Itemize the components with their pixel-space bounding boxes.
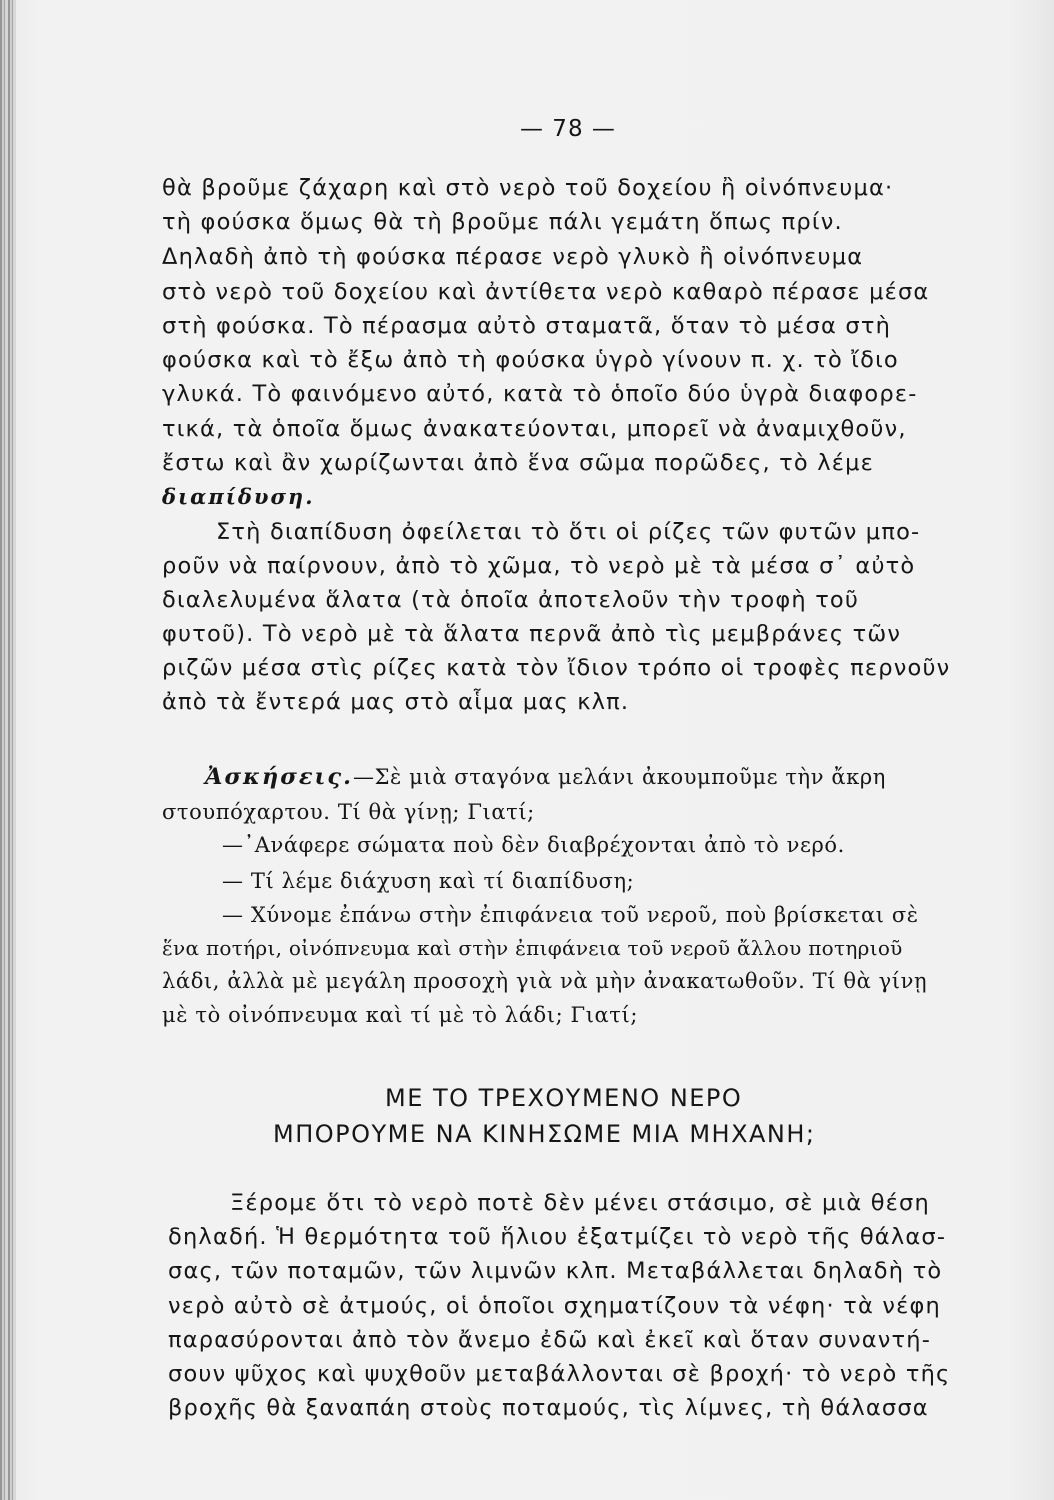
text-line: παρασύρονται ἀπὸ τὸν ἄνεμο ἐδῶ καὶ ἐκεῖ καὶ ὅταν συναντή- <box>168 1327 932 1353</box>
text-line: ἔστω καὶ ἂν χωρίζωνται ἀπὸ ἕνα σῶμα πορῶδες, τὸ λέμε <box>162 450 874 476</box>
text-line: γλυκά. Τὸ φαινόμενο αὐτό, κατὰ τὸ ὁποῖο δύο ὑγρὰ διαφορε- <box>162 381 918 407</box>
page-number: — 78 — <box>520 116 616 142</box>
exercises-label: Ἀσκήσεις. <box>205 764 353 790</box>
text-line: ἀπὸ τὰ ἔντερά μας στὸ αἷμα μας κλπ. <box>162 689 630 715</box>
exercise-line: —᾿Ανάφερε σώματα ποὺ δὲν διαβρέχονται ἀπὸ τὸ νερό. <box>222 833 845 857</box>
exercise-line: στουπόχαρτου. Τί θὰ γίνῃ; Γιατί; <box>162 800 535 824</box>
text-line: θὰ βροῦμε ζάχαρη καὶ στὸ νερὸ τοῦ δοχείου ἢ οἰνόπνευμα· <box>162 175 894 201</box>
text-line: Ξέρομε ὅτι τὸ νερὸ ποτὲ δὲν μένει στάσιμο, σὲ μιὰ θέση <box>230 1190 930 1216</box>
text-line: νερὸ αὐτὸ σὲ ἀτμούς, οἱ ὁποῖοι σχηματίζουν τὰ νέφη· τὰ νέφη <box>168 1293 941 1319</box>
text-line: Δηλαδὴ ἀπὸ τὴ φούσκα πέρασε νερὸ γλυκὸ ἢ οἰνόπνευμα <box>162 244 864 270</box>
exercise-line <box>205 764 886 790</box>
text-line: ριζῶν μέσα στὶς ρίζες κατὰ τὸν ἴδιον τρόπο οἱ τροφὲς περνοῦν <box>162 655 951 681</box>
exercise-line: ἕνα ποτήρι, οἰνόπνευμα καὶ στὴν ἐπιφάνεια τοῦ νεροῦ ἄλλου ποτηριοῦ <box>162 936 903 960</box>
text-line: σας, τῶν ποταμῶν, τῶν λιμνῶν κλπ. Μεταβάλλεται δηλαδὴ τὸ <box>168 1258 943 1284</box>
section-heading-line-2: ΜΠΟΡΟΥΜΕ ΝΑ ΚΙΝΗΣΩΜΕ ΜΙΑ ΜΗΧΑΝΗ; <box>273 1120 816 1148</box>
text-line: Στὴ διαπίδυση ὀφείλεται τὸ ὅτι οἱ ρίζες τῶν φυτῶν μπο- <box>216 519 921 545</box>
exercise-line: — Τί λέμε διάχυση καὶ τί διαπίδυση; <box>222 869 635 893</box>
book-spine-edge <box>0 0 16 1500</box>
text-line: διαλελυμένα ἅλατα (τὰ ὁποῖα ἀποτελοῦν τὴν τροφὴ τοῦ <box>162 587 860 613</box>
text-line: τικά, τὰ ὁποῖα ὅμως ἀνακατεύονται, μπορεῖ νὰ ἀναμιχθοῦν, <box>162 416 907 442</box>
section-heading-line-1: ΜΕ ΤΟ ΤΡΕΧΟΥΜΕΝΟ ΝΕΡΟ <box>385 1084 743 1112</box>
text-line: στὴ φούσκα. Τὸ πέρασμα αὐτὸ σταματᾶ, ὅταν τὸ μέσα στὴ <box>162 313 892 339</box>
exercise-line: λάδι, ἀλλὰ μὲ μεγάλη προσοχὴ γιὰ νὰ μὴν ἀνακατωθοῦν. Τί θὰ γίνῃ <box>162 969 928 993</box>
term-diffusion: διαπίδυση. <box>162 484 315 509</box>
text-line: σουν ψῦχος καὶ ψυχθοῦν μεταβάλλονται σὲ βροχή· τὸ νερὸ τῆς <box>168 1361 951 1387</box>
text-line: φυτοῦ). Τὸ νερὸ μὲ τὰ ἅλατα περνᾶ ἀπὸ τὶς μεμβράνες τῶν <box>162 621 902 647</box>
text-line: δηλαδή. Ἡ θερμότητα τοῦ ἥλιου ἐξατμίζει τὸ νερὸ τῆς θάλασ- <box>168 1224 947 1250</box>
exercise-line: — Χύνομε ἐπάνω στὴν ἐπιφάνεια τοῦ νεροῦ, ποὺ βρίσκεται σὲ <box>222 903 919 927</box>
text-line: βροχῆς θὰ ξαναπάη στοὺς ποταμούς, τὶς λίμνες, τὴ θάλασσα <box>168 1395 929 1421</box>
text-line: τὴ φούσκα ὅμως θὰ τὴ βροῦμε πάλι γεμάτη ὅπως πρίν. <box>162 209 843 235</box>
exercise-text: —Σὲ μιὰ σταγόνα μελάνι ἀκουμποῦμε τὴν ἄκρη <box>352 765 886 789</box>
text-line: στὸ νερὸ τοῦ δοχείου καὶ ἀντίθετα νερὸ καθαρὸ πέρασε μέσα <box>162 279 930 305</box>
text-line: ροῦν νὰ παίρνουν, ἀπὸ τὸ χῶμα, τὸ νερὸ μὲ τὰ μέσα σ᾿ αὐτὸ <box>162 553 916 579</box>
exercise-line: μὲ τὸ οἰνόπνευμα καὶ τί μὲ τὸ λάδι; Γιατί; <box>162 1003 639 1027</box>
text-line: φούσκα καὶ τὸ ἔξω ἀπὸ τὴ φούσκα ὑγρὸ γίνουν π. χ. τὸ ἴδιο <box>162 347 899 373</box>
